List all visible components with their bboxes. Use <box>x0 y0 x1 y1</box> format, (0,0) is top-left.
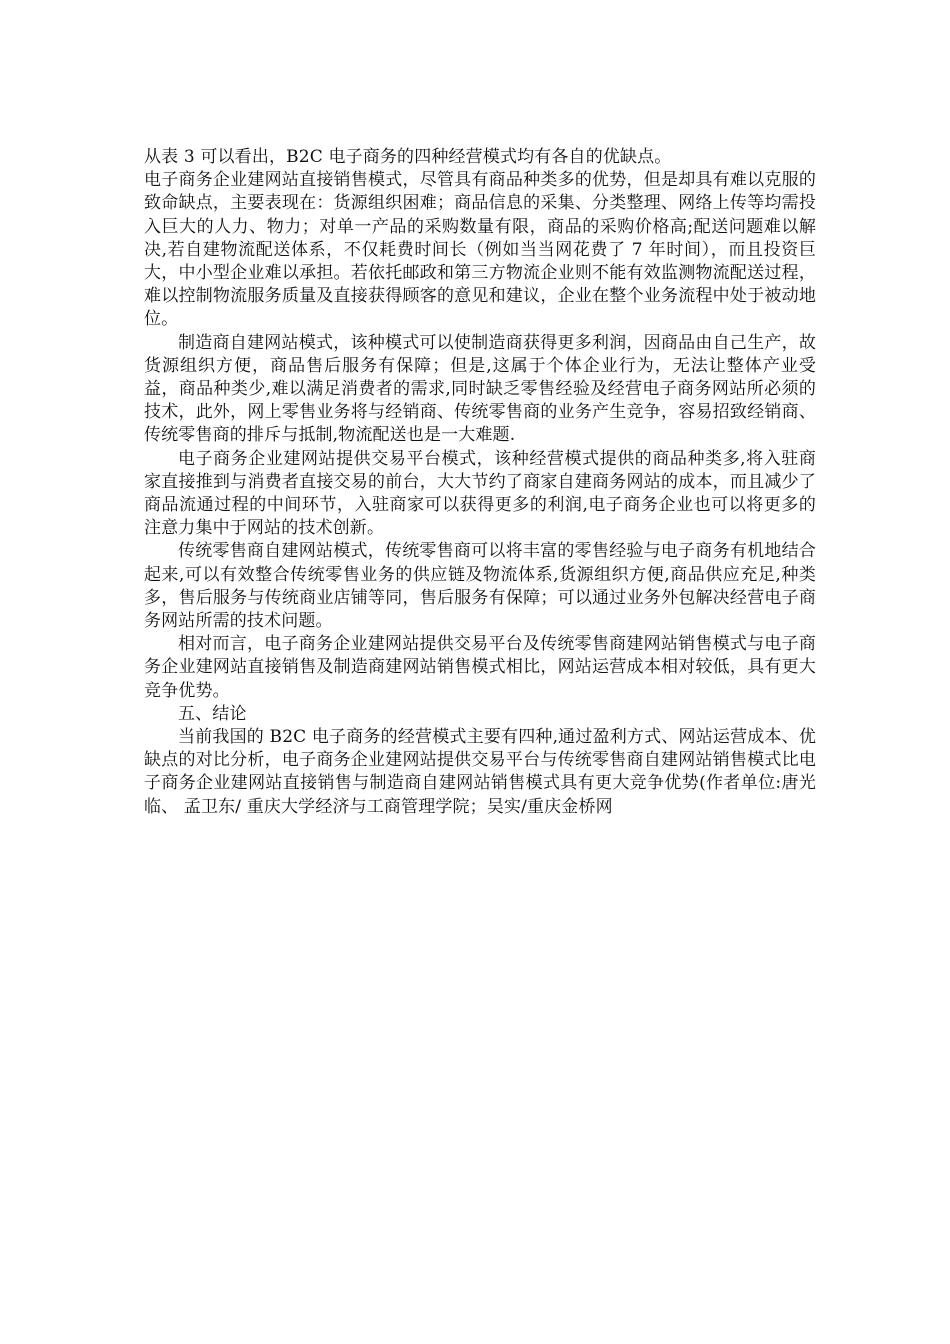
paragraph-comparison: 相对而言，电子商务企业建网站提供交易平台及传统零售商建网站销售模式与电子商务企业建网站直接销售及制造商建网站销售模式相比，网站运营成本相对较低，具有更大竞争优势。 <box>144 634 816 701</box>
document-body <box>144 146 816 819</box>
section-heading-conclusion: 五、结论 <box>178 703 247 724</box>
paragraph-ecommerce-direct-sales: 电子商务企业建网站直接销售模式，尽管具有商品种类多的优势，但是却具有难以克服的致命缺点，主要表现在：货源组织困难；商品信息的采集、分类整理、网络上传等均需投入巨大的人力、物力；对单一产品的采购数量有限，商品的采购价格高;配送问题难以解决,若自建物流配送体系，不仅耗费时间长（例如当当网花费了 7 年时间），而且投资巨大，中小型企业难以承担。若依托邮政和第三方物流企业则不能有效监测物流配送过程，难以控制物流服务质量及直接获得顾客的意见和建议，企业在整个业务流程中处于被动地位。 <box>144 170 816 330</box>
paragraph-traditional-retailer: 传统零售商自建网站模式，传统零售商可以将丰富的零售经验与电子商务有机地结合起来,可以有效整合传统零售业务的供应链及物流体系,货源组织方便,商品供应充足,种类多，售后服务与传统商业店铺等同，售后服务有保障；可以通过业务外包解决经营电子商务网站所需的技术问题。 <box>144 541 816 632</box>
paragraph-table-summary: 从表 3 可以看出，B2C 电子商务的四种经营模式均有各自的优缺点。 <box>144 147 672 167</box>
paragraph-conclusion: 当前我国的 B2C 电子商务的经营模式主要有四种,通过盈利方式、网站运营成本、优缺点的对比分析，电子商务企业建网站提供交易平台与传统零售商自建网站销售模式比电子商务企业建网站直接销售与制造商自建网站销售模式具有更大竞争优势(作者单位:唐光临、 孟卫东/ 重庆大学经济与工商管理学院；吴实/重庆金桥网 <box>144 727 816 817</box>
paragraph-trading-platform: 电子商务企业建网站提供交易平台模式，该种经营模式提供的商品种类多,将入驻商家直接推到与消费者直接交易的前台，大大节约了商家自建商务网站的成本，而且减少了商品流通过程的中间环节，入驻商家可以获得更多的利润,电子商务企业也可以将更多的注意力集中于网站的技术创新。 <box>144 448 816 539</box>
paragraph-manufacturer-site: 制造商自建网站模式，该种模式可以使制造商获得更多利润，因商品由自己生产，故货源组织方便，商品售后服务有保障；但是,这属于个体企业行为，无法让整体产业受益，商品种类少,难以满足消费者的需求,同时缺乏零售经验及经营电子商务网站所必须的技术，此外，网上零售业务将与经销商、传统零售商的业务产生竞争，容易招致经销商、传统零售商的排斥与抵制,物流配送也是一大难题. <box>144 332 816 446</box>
